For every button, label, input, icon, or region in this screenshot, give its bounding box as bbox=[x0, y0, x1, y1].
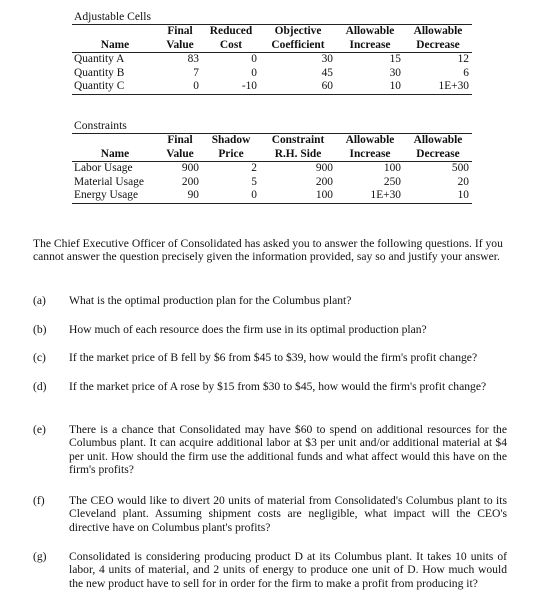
value-cell: 1E+30 bbox=[404, 80, 472, 94]
question-label: (d) bbox=[33, 380, 47, 393]
intro-paragraph: The Chief Executive Officer of Consolidated has asked you to answer the following questions. If you cannot answer the question precisely given the information provided, say so and justify your answer. bbox=[33, 237, 503, 264]
value-cell: 0 bbox=[202, 189, 260, 203]
question-label: (f) bbox=[33, 494, 45, 507]
adjustable-cells-header-row-2 bbox=[72, 39, 472, 53]
header-cell bbox=[72, 25, 158, 39]
adjustable-cells-title: Adjustable Cells bbox=[74, 10, 151, 23]
header-cell: Cost bbox=[202, 39, 260, 53]
value-cell: 0 bbox=[158, 80, 202, 94]
header-cell: R.H. Side bbox=[260, 148, 336, 162]
question-text: Consolidated is considering producing product D at its Columbus plant. It takes 10 units of labor, 4 units of material, and 2 units of energy to produce one unit of D. How much would the new product have to sell for in order for the firm to make a profit from producing it? bbox=[69, 550, 507, 590]
question-text: If the market price of B fell by $6 from $45 to $39, how would the firm's profit change? bbox=[69, 351, 478, 364]
value-cell: 100 bbox=[260, 189, 336, 203]
constraints-title: Constraints bbox=[74, 119, 127, 132]
header-cell: Final bbox=[167, 25, 193, 37]
value-cell: 20 bbox=[457, 175, 469, 188]
header-cell: Decrease bbox=[404, 148, 472, 162]
header-cell: Allowable bbox=[413, 25, 463, 37]
value-cell: 30 bbox=[389, 66, 401, 79]
value-cell: -10 bbox=[202, 80, 260, 94]
row-name-cell: Quantity A bbox=[74, 53, 125, 65]
adjustable-cells-header-row-1 bbox=[72, 25, 472, 39]
header-cell: Coefficient bbox=[260, 39, 336, 53]
value-cell: 0 bbox=[251, 53, 257, 65]
value-cell: 2 bbox=[251, 162, 257, 174]
value-cell: 0 bbox=[251, 66, 257, 79]
value-cell: 30 bbox=[321, 53, 333, 65]
constraints-table bbox=[72, 134, 472, 204]
row-name-cell: Quantity B bbox=[74, 66, 125, 79]
header-cell: Constraint bbox=[271, 134, 325, 146]
header-cell: Final bbox=[167, 134, 193, 146]
table-row bbox=[72, 67, 472, 81]
value-cell: 7 bbox=[193, 66, 199, 79]
header-cell: Name bbox=[72, 39, 158, 53]
header-cell: Price bbox=[202, 148, 260, 162]
question-label: (c) bbox=[33, 351, 46, 364]
value-cell: 900 bbox=[315, 162, 333, 174]
question-text: What is the optimal production plan for the Columbus plant? bbox=[69, 294, 352, 307]
value-cell: 1E+30 bbox=[336, 189, 404, 203]
header-cell: Reduced bbox=[209, 25, 253, 37]
header-cell: Name bbox=[72, 148, 158, 162]
value-cell: 5 bbox=[251, 175, 257, 188]
row-name-cell: Labor Usage bbox=[74, 162, 133, 174]
table-row bbox=[72, 80, 472, 94]
question-label: (e) bbox=[33, 423, 46, 436]
question-text: The CEO would like to divert 20 units of material from Consolidated's Columbus plant to its Cleveland plant. Assuming shipment costs are negligible, what impact will the CEO's directive have on Columbus plant's profits? bbox=[69, 494, 507, 534]
header-cell: Increase bbox=[336, 148, 404, 162]
value-cell: 60 bbox=[260, 80, 336, 94]
value-cell: 900 bbox=[181, 162, 199, 174]
value-cell: 200 bbox=[181, 175, 199, 188]
row-name-cell: Energy Usage bbox=[72, 189, 158, 203]
value-cell: 12 bbox=[457, 53, 469, 65]
header-cell: Allowable bbox=[345, 25, 395, 37]
row-name-cell: Material Usage bbox=[74, 175, 144, 188]
header-cell: Objective bbox=[274, 25, 322, 37]
header-cell: Shadow bbox=[211, 134, 251, 146]
constraints-header-row-1 bbox=[72, 134, 472, 148]
value-cell: 15 bbox=[389, 53, 401, 65]
value-cell: 200 bbox=[315, 175, 333, 188]
value-cell: 83 bbox=[187, 53, 199, 65]
value-cell: 10 bbox=[404, 189, 472, 203]
adjustable-cells-table bbox=[72, 25, 472, 95]
question-text: There is a chance that Consolidated may have $60 to spend on additional resources for the Columbus plant. It can acquire additional labor at $3 per unit and/or additional material at $4 per unit. How should the firm use the additional funds and what affect would this have on the firm's profits? bbox=[69, 423, 507, 477]
value-cell: 6 bbox=[463, 66, 469, 79]
header-cell: Allowable bbox=[413, 134, 463, 146]
header-cell: Value bbox=[158, 148, 202, 162]
value-cell: 90 bbox=[158, 189, 202, 203]
header-cell: Decrease bbox=[404, 39, 472, 53]
value-cell: 500 bbox=[451, 162, 469, 174]
table-row bbox=[72, 189, 472, 203]
question-label: (a) bbox=[33, 294, 46, 307]
value-cell: 10 bbox=[336, 80, 404, 94]
header-cell: Increase bbox=[336, 39, 404, 53]
constraints-header-row-2 bbox=[72, 148, 472, 162]
table-row bbox=[72, 53, 472, 67]
header-cell bbox=[72, 134, 158, 148]
table-row bbox=[72, 176, 472, 190]
header-cell: Value bbox=[158, 39, 202, 53]
question-text: How much of each resource does the firm use in its optimal production plan? bbox=[69, 323, 427, 336]
header-cell: Allowable bbox=[345, 134, 395, 146]
question-text: If the market price of A rose by $15 from $30 to $45, how would the firm's profit change? bbox=[69, 380, 487, 393]
value-cell: 100 bbox=[383, 162, 401, 174]
value-cell: 45 bbox=[321, 66, 333, 79]
question-label: (g) bbox=[33, 550, 47, 563]
value-cell: 250 bbox=[383, 175, 401, 188]
table-row bbox=[72, 162, 472, 176]
question-label: (b) bbox=[33, 323, 47, 336]
row-name-cell: Quantity C bbox=[72, 80, 158, 94]
